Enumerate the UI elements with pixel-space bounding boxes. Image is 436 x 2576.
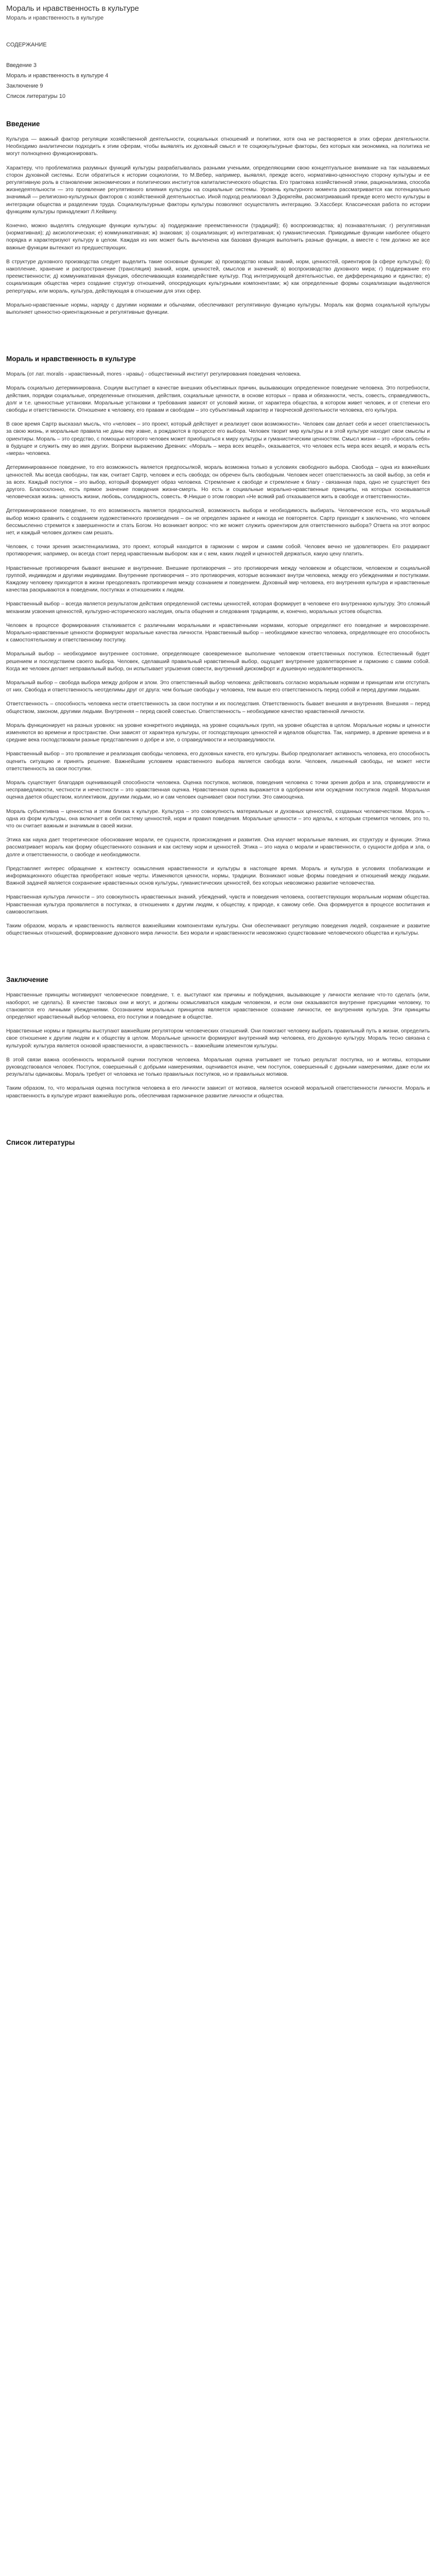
paragraph: Ответственность – способность человека нести ответственность за свои поступки и их последствия. Ответственность бывает внешняя и внутренняя. Внешняя – перед обществом, законом, другими людьми. Внутренняя – перед своей совестью. Ответственность – необходимое качество нравственной личности. bbox=[6, 701, 430, 715]
paragraph: Нравственный выбор – это проявление и реализация свободы человека, его духовных качеств, его культуры. Выбор предполагает активность человека, его способность оценить ситуацию и принять решение. Важнейшим условием нравственного выбора является свобода воли. Человек, лишенный свободы, не может нести ответственность за свои поступки. bbox=[6, 751, 430, 772]
intro-heading: Введение bbox=[6, 120, 40, 128]
paragraph: В этой связи важна особенность моральной оценки поступков человека. Моральная оценка учитывает не только результат поступка, но и мотивы, которыми руководствовался человек. Поступок, совершенный с добрыми намерениями, оценивается иначе, чем поступок, совершенный с дурными намерениями, даже если их результаты одинаковы. Мораль требует от человека не только правильных поступков, но и правильных мотивов. bbox=[6, 1057, 430, 1078]
document-title: Мораль и нравственность в культуре bbox=[6, 4, 139, 13]
paragraph: Этика как наука дает теоретическое обоснование морали, ее сущности, происхождения и развития. Она изучает моральные явления, их структуру и функции. Этика рассматривает мораль как форму общественного сознания и как систему норм и ценностей. Этика – это наука о морали и нравственности, о сущности добра и зла, о долге и ответственности, о свободе и необходимости. bbox=[6, 837, 430, 858]
paragraph: Мораль социально детерминирована. Социум выступает в качестве внешних объективных причин, вызывающих определенное поведение человека. Это потребности, действия, порядки социальные, определенные отношения, действия, социальные ценности, в основе которых – права и обязанности, честь, совесть, справедливость, долг и т.е. ценностные установки. Моральные установки и требования зависят от условий жизни, от характера общества, в котором живет человек, и от степени его свободы и ответственности. Отношение к человеку, его правам и свободам – это субъективный характер и творческой деятельности человека, его культура. bbox=[6, 385, 430, 414]
paragraph: Детерминированное поведение, то его возможность является предпосылкой, возможность выбора и необходимость выбирать. Человеческое есть, что моральный выбор можно сравнить с созданием художественного произведения – он не определен заранее и никогда не повторяется. Сартр приходит к заключению, что человек бессмысленно стремится к завершенности и стать Богом. Но возникает вопрос: что же может служить ориентиром для ответственного выбора? Ответа на этот вопрос нет, и каждый человек должен сам решать. bbox=[6, 508, 430, 536]
paragraph: Мораль существует благодаря оценивающей способности человека. Оценка поступков, мотивов, поведения человека с точки зрения добра и зла, справедливости и несправедливости, честности и нечестности – это нравственная оценка. Нравственная оценка выражается в одобрении или осуждении поступков людей. Моральная оценка дается обществом, коллективом, другими людьми, но и сам человек оценивает свои поступки. Это самооценка. bbox=[6, 780, 430, 801]
paragraph: Нравственная культура личности – это совокупность нравственных знаний, убеждений, чувств и поведения человека, соответствующих моральным нормам общества. Нравственная культура проявляется в поступках, в отношениях к другим людям, к обществу, к природе, к самому себе. Она формируется в процессе воспитания и самовоспитания. bbox=[6, 894, 430, 915]
conclusion-section bbox=[6, 992, 430, 1099]
paragraph: В свое время Сартр высказал мысль, что «человек – это проект, который действует и реализует свои возможности». Человек сам делает себя и несет ответственность за свою жизнь, и моральные правила не даны ему извне, а рождаются в процессе его выбора. Человек творит мир культуры и в этой культуре находит свои смыслы и ориентиры. Мораль – это средство, с помощью которого человек может приобщаться к миру культуры и гуманистическим ценностям. Смысл жизни – это «бросать себя» в будущее и служить ему во имя других. Вопреки выражению Древних: «Мораль – мера всех вещей», оказывается, что человек есть мера всех вещей, и мораль есть «мера» человека. bbox=[6, 421, 430, 457]
literature-heading: Список литературы bbox=[6, 1138, 75, 1146]
paragraph: Моральный выбор – свобода выбора между добром и злом. Это ответственный выбор человека: действовать согласно моральным нормам и принципам или отступать от них. Свобода и ответственность неотделимы друг от друга: чем больше свободы у человека, тем выше его ответственность перед собой и перед другими людьми. bbox=[6, 680, 430, 693]
conclusion-heading: Заключение bbox=[6, 976, 48, 984]
paragraph: Моральный выбор – необходимое внутреннее состояние, определяющее своевременное выполнение человеком ответственных поступков. Естественный будет решением и последствием своего выбора. Человек, сделавший правильный нравственный выбор, ощущает внутреннее удовлетворение и гармонию с самим собой. Когда же человек делает неправильный выбор, он испытывает угрызения совести, внутренний дискомфорт и душевную неудовлетворенность. bbox=[6, 651, 430, 672]
paragraph: Культура — важный фактор регуляции хозяйственной деятельности, социальных отношений и политики, хотя она не растворяется в этих сферах деятельности. Необходимо аналитически подходить к этим сферам, чтобы выявлять их духовный смысл и те социокультурные факторы, без которых как экономика, на политика не могут полноценно функционировать. bbox=[6, 137, 430, 157]
paragraph: Морально-нравственные нормы, наряду с другими нормами и обычаями, обеспечивают регулятивную функцию культуры. Мораль как форма социальной культуры выполняет ценностно-ориентационные и регулятивные функции. bbox=[6, 302, 430, 316]
paragraph: Нравственные нормы и принципы выступают важнейшим регулятором человеческих отношений. Они помогают человеку выбрать правильный путь в жизни, определить свое отношение к другим людям и к обществу в целом. Моральные ценности формируют внутренний мир человека, его духовную культуру. Мораль тесно связана с культурой: культура является основой нравственности, а нравственность – важнейшим элементом культуры. bbox=[6, 1028, 430, 1049]
paragraph: Нравственный выбор – всегда является результатом действия определенной системы ценностей, которая формирует в человеке его внутреннюю культуру. Это сложный механизм усвоения ценностей, культурно-исторического наследия, опыта общения и следования традициям, и, конечно, моральных устоев общества. bbox=[6, 601, 430, 615]
paragraph: Таким образом, мораль и нравственность являются важнейшими компонентами культуры. Они обеспечивают регуляцию поведения людей, сохранение и развитие общественных отношений, формирование духовного мира личности. Без морали и нравственности невозможно существование человеческого общества и культуры. bbox=[6, 923, 430, 937]
document-subtitle: Мораль и нравственность в культуре bbox=[6, 15, 104, 21]
main-heading: Мораль и нравственность в культуре bbox=[6, 355, 136, 363]
main-section bbox=[6, 371, 430, 937]
paragraph: Мораль (от лат. moralis - нравственный, mores - нравы) - общественный институт регулирования поведения человека. bbox=[6, 371, 301, 378]
paragraph: Таким образом, то, что моральная оценка поступков человека в его личности зависит от мотивов, является основой моральной ответственности личности. Мораль и нравственность в культуре играют важнейшую роль, обеспечивая гармоничное развитие личности и общества. bbox=[6, 1086, 430, 1099]
document-page bbox=[6, 0, 430, 1160]
toc-item: Заключение 9 bbox=[6, 83, 43, 89]
paragraph: В структуре духовного производства следует выделить такие основные функции: а) производство новых знаний, норм, ценностей, ориентиров (в сфере культуры); б) накопление, хранение и распространение (трансляция) знаний, норм, ценностей, смыслов и значений; в) воспроизводство духовного мира; г) поддержание его преемственности; д) коммуникативная функция, обеспечивающая взаимодействие культур. Под интегрирующей деятельностью, ее дифференциацию и единство; е) социализация общества через создание структур отношений, опосредующих культурными компонентами; ж) как определенные формы социализации выделяются репертуары, или мораль, культура, действующая в отношении для этих сфер. bbox=[6, 259, 430, 294]
paragraph: Детерминированное поведение, то его возможность является предпосылкой, мораль возможна только в условиях свободного выбора. Свобода – одна из важнейших ценностей. Мы всегда свободны, так как, считает Сартр, человек и есть свобода; он обречен быть свободным. Человек несет ответственность за свой выбор, за себя и за всех. Каждый поступок – это выбор, который формирует образ человека. Стремление к свободе и стремление к благу - связанная пара, одно не существует без другого. Благосклонно, есть прямое значение поведения жизни-смерть. Но есть и социальные морально-нравственные принципы, на которых основывается человеческая жизнь: ценность жизни, любовь, солидарность, совесть. Ф.Ницше о этом говорил «Не всякий раб отказывается жить в свободе и ответственности». bbox=[6, 465, 430, 500]
paragraph: Нравственные принципы мотивируют человеческое поведение, т. е. выступают как причины и побуждения, вызывающие у личности желание что-то сделать (или, наоборот, не сделать). В качестве таковых они и могут, и должны осмысливаться каждым человеком, и если они оказываются внутренне присущими человеку, то становятся его личными убеждениями. Осознанием моральных принципов является нравственное сознание личности, ее внутренняя культура. Эти принципы определяют нравственный выбор человека, его поступки и поведение в обществе. bbox=[6, 992, 430, 1021]
paragraph: Мораль функционирует на разных уровнях: на уровне конкретного индивида, на уровне социальных групп, на уровне общества в целом. Моральные нормы и ценности изменяются во времени и пространстве. Они зависят от характера культуры, от господствующих ценностей и идеалов общества. Так, например, в древние времена и в средние века господствовали разные представления о добре и зле, о справедливости и несправедливости. bbox=[6, 722, 430, 743]
intro-section bbox=[6, 136, 430, 316]
paragraph: Мораль субъективна – ценностна и этим близка к культуре. Культура – это совокупность материальных и духовных ценностей, созданных человечеством. Мораль – одна из форм культуры, она включает в себя систему ценностей, норм и правил поведения. Моральные ценности – это идеалы, к которым стремится человек, это то, что он считает важным и значимым в своей жизни. bbox=[6, 808, 430, 829]
toc-heading: СОДЕРЖАНИЕ bbox=[6, 42, 47, 48]
paragraph: Человек в процессе формирования сталкивается с различными моральными и нравственными нормами, которые определяют его поведение и мировоззрение. Морально-нравственные ценности формируют моральные качества личности. Нравственный выбор – необходимое качество человека, определяющее его способность к самостоятельному и ответственному поступку. bbox=[6, 622, 430, 643]
table-of-contents bbox=[6, 60, 430, 101]
toc-item: Мораль и нравственность в культуре 4 bbox=[6, 73, 109, 79]
paragraph: Представляет интерес обращение к контексту осмысления нравственности и культуры в настоящее время. Мораль и культура в условиях глобализации и информационного общества приобретают новые черты. Изменяются ценности, нормы, традиции. Возникают новые формы поведения и отношений между людьми. Важной задачей является сохранение нравственных основ культуры, гуманистических ценностей, без которых невозможно развитие человечества. bbox=[6, 866, 430, 887]
paragraph: Нравственные противоречия бывают внешние и внутренние. Внешние противоречия – это противоречия между человеком и обществом, человеком и социальной группой, индивидом и другими индивидами. Внутренние противоречия – это противоречия, которые возникают внутри человека, между его убеждениями и поступками. Каждому человеку приходится в жизни преодолевать противоречия между сознанием и поведением. Духовный мир человека, его внутренняя культура и нравственные качества раскрываются в поведении, поступках и отношениях к людям. bbox=[6, 565, 430, 594]
toc-item: Введение 3 bbox=[6, 62, 37, 69]
toc-item: Список литературы 10 bbox=[6, 93, 66, 99]
paragraph: Человек, с точки зрения экзистенциализма, это проект, который находится в гармонии с миром и самим собой. Человек вечно не удовлетворен. Его раздирают противоречия; например, он всегда стоит перед нравственным выбором: как и с кем, каких людей и ценностей держаться, какую цену платить. bbox=[6, 544, 430, 557]
paragraph: Конечно, можно выделять следующие функции культуры: а) поддержание преемственности (традиций); б) воспроизводства; в) познавательная; г) регулятивная (нормативная); д) аксиологическая; е) коммуникативная; ж) знаковая; з) социализация; и) интегративная; к) гуманистическая. Приводимые функции наиболее общего порядка и характеризуют культуру в целом. Каждая из них может быть вычленена как базовая функция выполнить разные функции, а вместе с тем должно же все важные функции вытекают из предшествующих. bbox=[6, 223, 430, 251]
paragraph: Характеру, что проблематика разумных функций культуры разрабатывалась разными учеными, определяющими свою концептуальное внимание на так называемых сторон духовной системы. Если обратиться к истории социологии, то М.Вебер, например, выявлял, прежде всего, нормативно-ценностную сторону культуры и ее регулятивную роль в становлении экономических и политических институтов капиталистического общества. Его трактовка хозяйственной этики, рационализма, способа жизнедеятельности — это проявление регулятивного влияния культуры на социальные системы. Уровень культурного момента рассматривается как потенциально значимый — религиозно-культурных факторов с хозяйственной деятельностью. Иной подход реализовал Э.Дюркгейм, рассматривавший прежде всего место культуры в интеграции общества и разделении труда. Социалкультурные факторы культуры позволяют осуществлять интеграцию. Э.Хассберг. Классическая работа по истории функциям культуры принадлежит Л.Кейвичу. bbox=[6, 165, 430, 215]
